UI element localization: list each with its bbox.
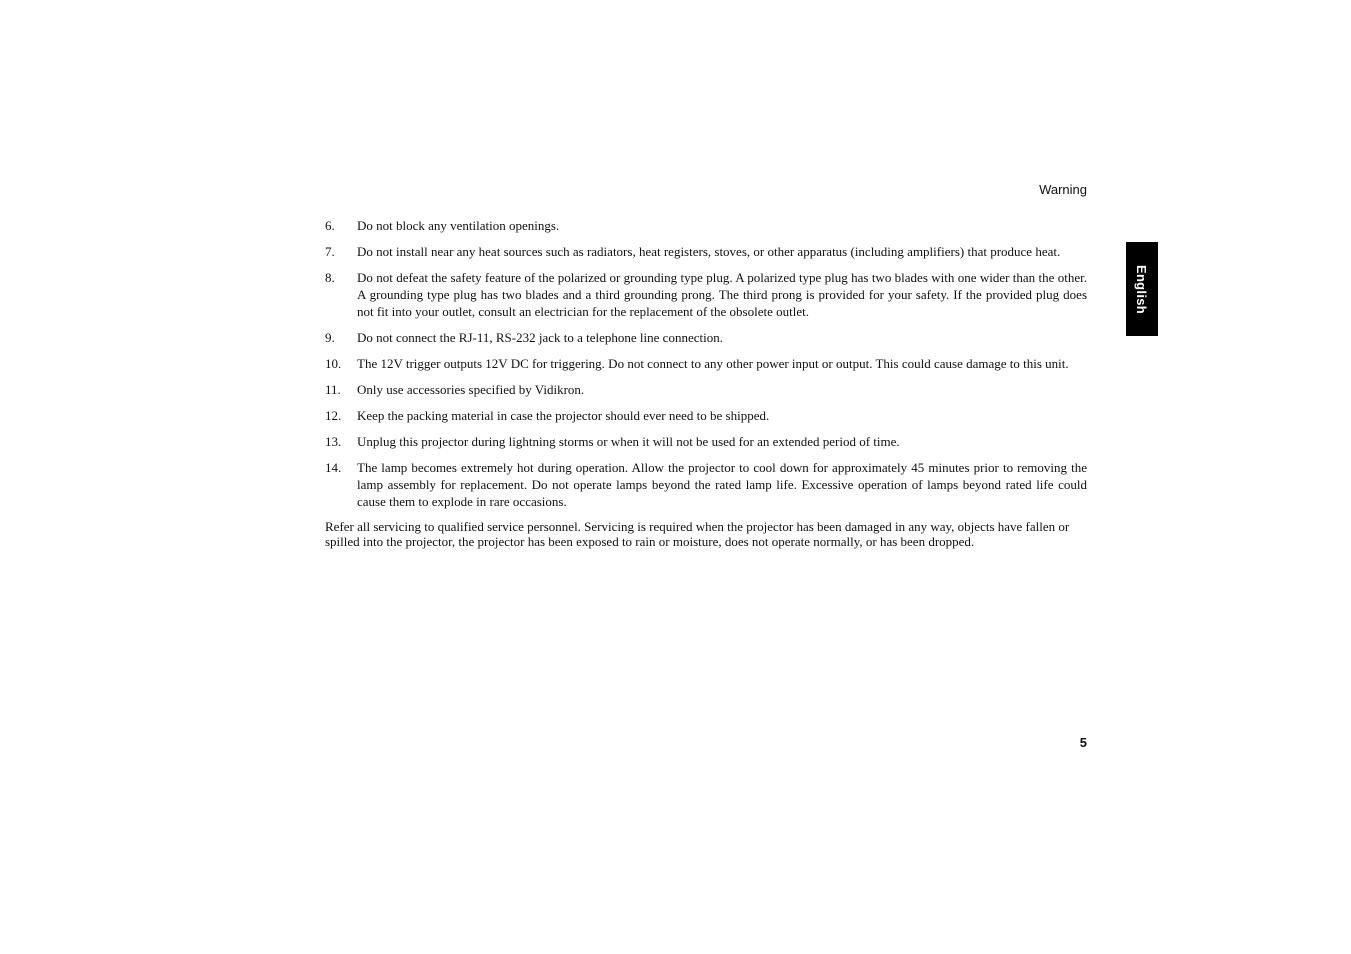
language-tab-label: English <box>1134 264 1150 314</box>
item-text: The lamp becomes extremely hot during operation. Allow the projector to cool down for approximately 45 minutes prior to removing the lamp assembly for replacement. Do not operate lamps beyond the rated lamp life. Excessive operation of lamps beyond rated life could cause them to explode in rare occasions. <box>357 460 1087 509</box>
list-item <box>325 329 1087 346</box>
item-number: 13. <box>325 434 342 449</box>
list-item <box>325 433 1087 450</box>
item-number: 7. <box>325 244 335 259</box>
list-item <box>325 459 1087 510</box>
item-text: Do not block any ventilation openings. <box>357 218 560 233</box>
item-text: Do not defeat the safety feature of the polarized or grounding type plug. A polarized type plug has two blades with one wider than the other. A grounding type plug has two blades and a third grounding prong. The third prong is provided for your safety. If the provided plug does not fit into your outlet, consult an electrician for the replacement of the obsolete outlet. <box>357 270 1087 319</box>
warning-list <box>325 217 1087 549</box>
item-text: The 12V trigger outputs 12V DC for triggering. Do not connect to any other power input or output. This could cause damage to this unit. <box>357 356 1069 371</box>
page-number: 5 <box>1079 735 1087 750</box>
item-text: Keep the packing material in case the projector should ever need to be shipped. <box>357 408 770 423</box>
servicing-note: Refer all servicing to qualified service personnel. Servicing is required when the projector has been damaged in any way, objects have fallen or spilled into the projector, the projector has been exposed to rain or moisture, does not operate normally, or has been dropped. <box>325 519 1070 549</box>
item-number: 6. <box>325 218 335 233</box>
list-item <box>325 407 1087 424</box>
item-number: 10. <box>325 356 342 371</box>
list-item <box>325 355 1087 372</box>
language-tab <box>1126 242 1158 336</box>
list-item <box>325 243 1087 260</box>
item-text: Do not install near any heat sources such as radiators, heat registers, stoves, or other apparatus (including amplifiers) that produce heat. <box>357 244 1061 259</box>
list-item <box>325 381 1087 398</box>
item-text: Unplug this projector during lightning storms or when it will not be used for an extended period of time. <box>357 434 900 449</box>
item-number: 8. <box>325 270 335 285</box>
item-number: 12. <box>325 408 342 423</box>
item-number: 14. <box>325 460 342 475</box>
list-item <box>325 217 1087 234</box>
list-item <box>325 269 1087 320</box>
item-text: Do not connect the RJ-11, RS-232 jack to a telephone line connection. <box>357 330 723 345</box>
item-text: Only use accessories specified by Vidikron. <box>357 382 585 397</box>
section-header: Warning <box>1039 182 1087 197</box>
item-number: 9. <box>325 330 335 345</box>
item-number: 11. <box>325 382 341 397</box>
